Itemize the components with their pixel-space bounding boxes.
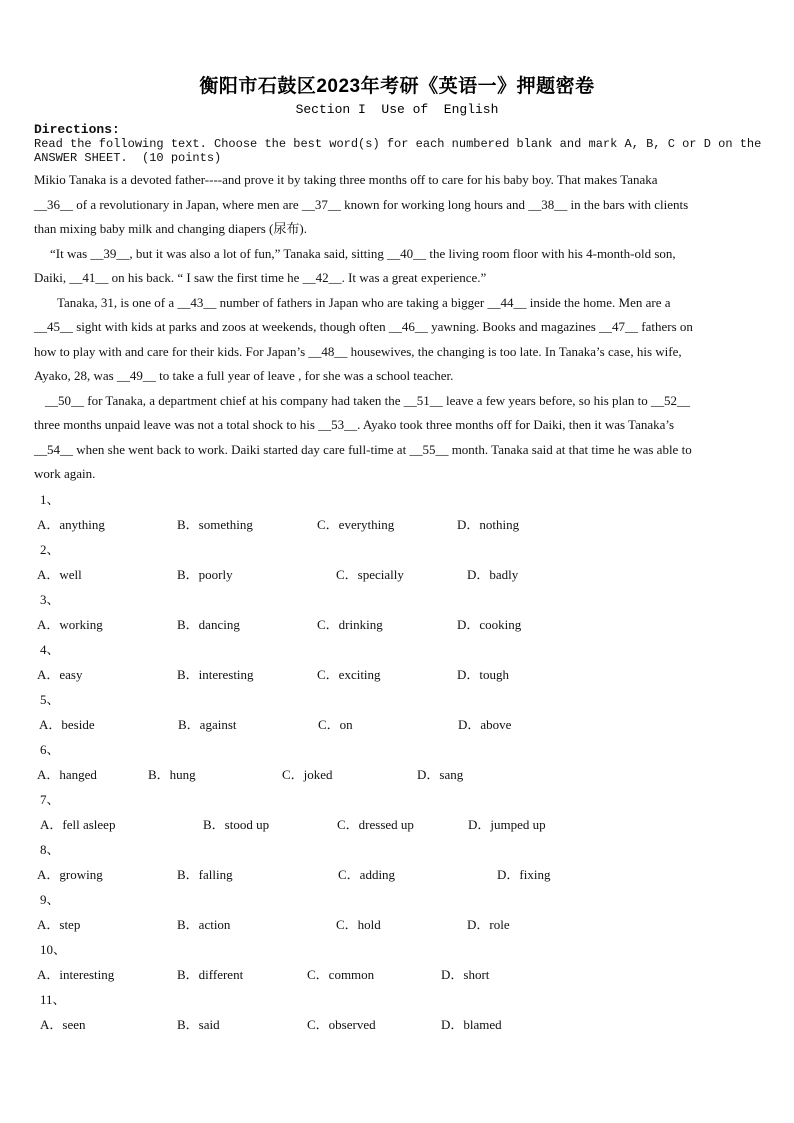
passage-line: Daiki, __41__ on his back. “ I saw the first time he __42__. It was a great experience.” (34, 270, 487, 285)
option-c: C．everything (317, 516, 395, 532)
question-number: 2、 (40, 541, 60, 557)
question-number: 9、 (40, 891, 60, 907)
option-c: C．specially (336, 566, 404, 582)
option-a: A．step (37, 916, 81, 932)
directions-line-1: Read the following text. Choose the best word(s) for each numbered blank and mark A, B, C or D on the (34, 137, 762, 151)
option-b: B．stood up (203, 816, 270, 832)
question-number: 8、 (40, 841, 60, 857)
passage-line: “It was __39__, but it was also a lot of fun,” Tanaka said, sitting __40__ the living room floor with his 4-month-old son, (50, 245, 676, 261)
option-b: B．something (177, 516, 253, 532)
option-b: B．dancing (177, 616, 240, 632)
question-block (34, 687, 760, 737)
passage-line: __45__ sight with kids at parks and zoos at weekends, though often __46__ yawning. Books and magazines __47__ fathers on (34, 319, 693, 334)
option-c: C．exciting (317, 666, 381, 682)
passage-line: than mixing baby milk and changing diapers (尿布). (34, 221, 307, 236)
options-row (34, 1012, 760, 1037)
option-b: B．hung (148, 766, 196, 782)
options-row (34, 512, 760, 537)
passage-paragraph (34, 291, 760, 389)
passage-line: how to play with and care for their kids. For Japan’s __48__ housewives, the changing is too late. In Tanaka’s case, his wife, (34, 343, 682, 359)
options-row (34, 862, 760, 887)
passage-line: __54__ when she went back to work. Daiki started day care full-time at __55__ month. Tanaka said at that time he was able to (34, 441, 692, 457)
options-row (34, 612, 760, 637)
question-block (34, 987, 760, 1037)
option-a: A．beside (39, 716, 95, 732)
question-number: 1、 (40, 491, 60, 507)
option-d: D．fixing (497, 866, 551, 882)
passage-line: three months unpaid leave was not a total shock to his __53__. Ayako took three months off for Daiki, then it was Tanaka’s (34, 417, 675, 432)
option-d: D．cooking (457, 616, 522, 632)
passage-line: Tanaka, 31, is one of a __43__ number of fathers in Japan who are taking a bigger __44__ inside the home. Men are a (57, 294, 671, 310)
question-block (34, 937, 760, 987)
option-a: A．easy (37, 666, 83, 682)
passage-paragraph (34, 168, 760, 242)
passage-line: __50__ for Tanaka, a department chief at his company had taken the __51__ leave a few years before, so his plan to __52__ (45, 392, 691, 408)
option-a: A．fell asleep (40, 816, 116, 832)
passage-line: __36__ of a revolutionary in Japan, where men are __37__ known for working long hours and __38__ in the bars with clients (34, 196, 689, 212)
question-list (34, 487, 760, 1037)
question-block (34, 837, 760, 887)
option-c: C．joked (282, 766, 333, 782)
option-d: D．badly (467, 566, 519, 582)
option-c: C．on (318, 716, 353, 732)
directions-label: Directions: (34, 122, 120, 137)
page-title: 衡阳市石鼓区2023年考研《英语一》押题密卷 (199, 76, 595, 97)
directions-block (34, 122, 760, 165)
option-b: B．said (177, 1016, 220, 1032)
options-row (34, 712, 760, 737)
option-c: C．adding (338, 866, 396, 882)
option-c: C．observed (307, 1016, 376, 1032)
options-row (34, 762, 760, 787)
options-row (34, 562, 760, 587)
question-number: 3、 (40, 591, 60, 607)
option-b: B．different (177, 966, 244, 982)
option-a: A．seen (40, 1016, 86, 1032)
question-block (34, 887, 760, 937)
options-row (34, 962, 760, 987)
question-block (34, 587, 760, 637)
option-c: C．drinking (317, 616, 383, 632)
option-d: D．jumped up (468, 816, 546, 832)
option-a: A．anything (37, 516, 105, 532)
question-number: 6、 (40, 741, 60, 757)
option-a: A．well (37, 566, 82, 582)
question-number: 10、 (40, 941, 67, 957)
option-d: D．sang (417, 766, 464, 782)
option-b: B．falling (177, 866, 233, 882)
option-a: A．working (37, 616, 103, 632)
option-a: A．hanged (37, 766, 97, 782)
cloze-passage (34, 168, 760, 487)
question-number: 11、 (40, 991, 66, 1007)
directions-line-2: ANSWER SHEET. (10 points) (34, 151, 222, 165)
question-number: 5、 (40, 691, 60, 707)
question-block (34, 787, 760, 837)
option-b: B．interesting (177, 666, 254, 682)
option-d: D．role (467, 916, 510, 932)
options-row (34, 912, 760, 937)
passage-paragraph (34, 242, 760, 291)
option-c: C．hold (336, 916, 381, 932)
passage-paragraph (34, 389, 760, 487)
option-d: D．blamed (441, 1016, 502, 1032)
passage-line: work again. (34, 466, 96, 481)
option-d: D．short (441, 966, 490, 982)
question-block (34, 487, 760, 537)
section-heading: Section I Use of English (295, 102, 499, 117)
option-c: C．common (307, 966, 375, 982)
option-b: B．poorly (177, 566, 233, 582)
question-number: 4、 (40, 641, 60, 657)
options-row (34, 662, 760, 687)
question-block (34, 537, 760, 587)
option-d: D．nothing (457, 516, 520, 532)
option-d: D．above (458, 716, 512, 732)
question-block (34, 637, 760, 687)
option-a: A．growing (37, 866, 103, 882)
options-row (34, 812, 760, 837)
option-a: A．interesting (37, 966, 115, 982)
passage-line: Ayako, 28, was __49__ to take a full year of leave , for she was a school teacher. (34, 368, 454, 383)
option-b: B．against (178, 716, 237, 732)
option-d: D．tough (457, 666, 510, 682)
passage-line: Mikio Tanaka is a devoted father----and prove it by taking three months off to care for his baby boy. That makes Tanaka (34, 172, 658, 187)
option-c: C．dressed up (337, 816, 414, 832)
question-block (34, 737, 760, 787)
option-b: B．action (177, 916, 231, 932)
question-number: 7、 (40, 791, 60, 807)
